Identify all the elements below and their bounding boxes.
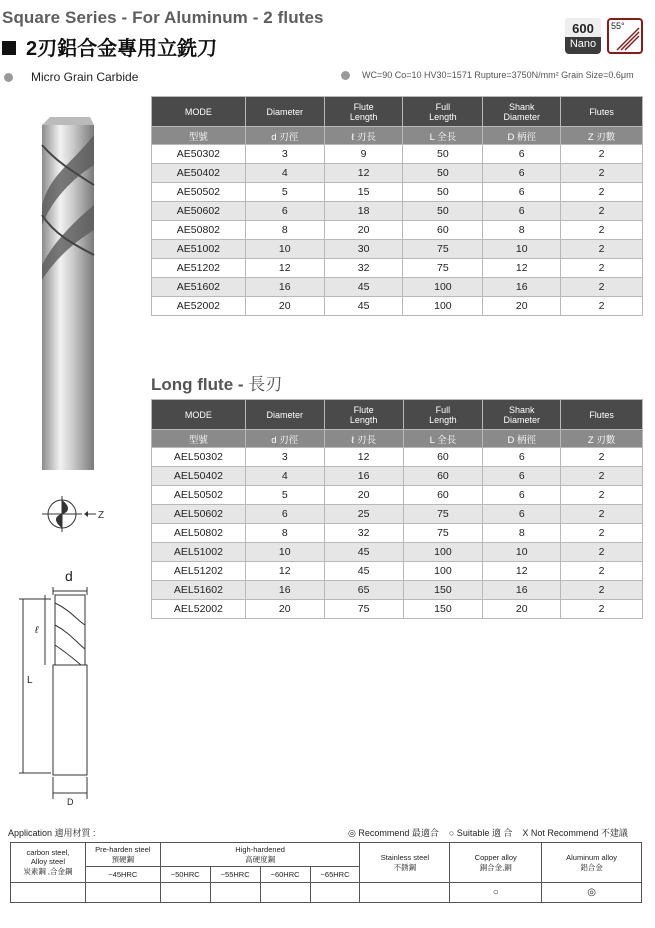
table-cell: 12 (324, 164, 403, 183)
table-cell: 2 (561, 505, 643, 524)
l-label: ℓ (35, 625, 39, 636)
properties-text: WC=90 Co=10 HV30=1571 Rupture=3750N/mm² Grain Size=0.6μm (362, 70, 634, 80)
table-row (152, 467, 643, 486)
col-header: Flutes (561, 97, 643, 127)
table-cell: 2 (561, 202, 643, 221)
z-label: Z (98, 510, 105, 521)
grade-600-nano-badge (565, 18, 601, 54)
col-header: Flute Length (324, 400, 403, 430)
col-preharden-steel: Pre-harden steel 預硬鋼 (85, 843, 160, 867)
end-view-flute (56, 514, 62, 528)
table-row (152, 240, 643, 259)
table-cell: 12 (245, 562, 324, 581)
application-label: Application 適用材質 : (8, 828, 96, 838)
table-cell: 100 (403, 543, 483, 562)
table-cell: 2 (561, 145, 643, 164)
dimension-drawing (15, 565, 105, 805)
table-cell: 12 (483, 562, 561, 581)
table-cell: 75 (403, 505, 483, 524)
value-hh50 (160, 883, 210, 903)
value-carbon (11, 883, 86, 903)
table-cell: 2 (561, 467, 643, 486)
value-preharden (85, 883, 160, 903)
table-cell: AE50502 (152, 183, 246, 202)
col-carbon-steel: carbon steel, Alloy steel 炭素鋼 ,合金鋼 (11, 843, 86, 883)
table-cell: AE50402 (152, 164, 246, 183)
table-cell: 2 (561, 278, 643, 297)
arrow-left-icon (84, 511, 88, 517)
page-title-en: Square Series - For Aluminum - 2 flutes (2, 8, 324, 27)
table-cell: 45 (324, 297, 403, 316)
table-row (152, 297, 643, 316)
table-cell: 60 (403, 448, 483, 467)
table-cell: 45 (324, 543, 403, 562)
d-label: d (65, 568, 73, 584)
table-cell: 2 (561, 562, 643, 581)
table-cell: 16 (483, 278, 561, 297)
table-row (152, 600, 643, 619)
col-header: Diameter (245, 97, 324, 127)
table-cell: 6 (483, 505, 561, 524)
long-flute-title-zh: 長刃 (248, 375, 283, 394)
table-row (152, 581, 643, 600)
col-high-hardened: High-hardened 高硬度鋼 (160, 843, 360, 867)
table-cell: AEL50602 (152, 505, 246, 524)
header-row-zh (152, 430, 643, 448)
table-cell: 9 (324, 145, 403, 164)
table-cell: 6 (483, 467, 561, 486)
D-label: D (67, 797, 74, 805)
col-header-zh: ℓ 刃長 (324, 430, 403, 448)
bullet-icon (4, 73, 13, 82)
table-cell: 150 (403, 600, 483, 619)
table-cell: 150 (403, 581, 483, 600)
table-cell: 60 (403, 486, 483, 505)
table-cell: 4 (245, 164, 324, 183)
table-cell: 6 (483, 202, 561, 221)
table-cell: 10 (483, 240, 561, 259)
table-cell: 75 (403, 259, 483, 278)
legend-suitable: ○ Suitable 適 合 (448, 828, 513, 838)
properties-spec (341, 70, 634, 80)
table-cell: AEL50402 (152, 467, 246, 486)
table-row (152, 486, 643, 505)
end-view-diagram (40, 490, 110, 540)
table-cell: 60 (403, 467, 483, 486)
table-cell: 16 (324, 467, 403, 486)
table-cell: 8 (483, 524, 561, 543)
helix-angle-badge (607, 18, 643, 54)
legend-not-recommend: X Not Recommend 不建議 (522, 828, 628, 838)
table-cell: AEL50802 (152, 524, 246, 543)
shank-shape (42, 275, 94, 470)
table-cell: 16 (245, 278, 324, 297)
badge-nano-text: Nano (569, 38, 597, 50)
table-cell: 12 (245, 259, 324, 278)
col-header: Shank Diameter (483, 400, 561, 430)
header-row-zh (152, 127, 643, 145)
table-row (152, 278, 643, 297)
table-cell: 50 (403, 202, 483, 221)
table-cell: 6 (245, 505, 324, 524)
table-cell: 45 (324, 278, 403, 297)
col-header-zh: d 刃徑 (245, 430, 324, 448)
table-row (152, 543, 643, 562)
table-row (152, 145, 643, 164)
table-cell: AE50802 (152, 221, 246, 240)
table-cell: 12 (324, 448, 403, 467)
table-cell: AEL50302 (152, 448, 246, 467)
table-cell: 100 (403, 278, 483, 297)
application-legend (348, 826, 628, 839)
value-hh60 (260, 883, 310, 903)
table-cell: 3 (245, 448, 324, 467)
end-view-flute (62, 500, 68, 514)
table-cell: 2 (561, 600, 643, 619)
table-cell: 75 (324, 600, 403, 619)
table-row (152, 259, 643, 278)
table-cell: 16 (245, 581, 324, 600)
table-cell: 20 (324, 221, 403, 240)
table-cell: 6 (483, 145, 561, 164)
legend-recommend: ◎ Recommend 最適合 (348, 828, 439, 838)
table-cell: 2 (561, 164, 643, 183)
table-cell: 2 (561, 221, 643, 240)
table-cell: AE50302 (152, 145, 246, 164)
table-cell: 25 (324, 505, 403, 524)
col-header-zh: d 刃徑 (245, 127, 324, 145)
standard-spec-table (151, 96, 643, 316)
table-cell: 6 (245, 202, 324, 221)
table-cell: 20 (483, 297, 561, 316)
square-bullet-icon (2, 41, 16, 55)
value-hh65 (310, 883, 360, 903)
table-cell: 8 (483, 221, 561, 240)
header-row-en (152, 97, 643, 127)
table-cell: 15 (324, 183, 403, 202)
helix-angle-text: 55° (611, 21, 625, 31)
table-cell: 20 (245, 600, 324, 619)
page-title-zh-row (2, 32, 217, 61)
col-header: MODE (152, 400, 246, 430)
col-stainless-steel: Stainless steel 不銹鋼 (360, 843, 450, 883)
table-cell: 30 (324, 240, 403, 259)
col-header-zh: ℓ 刃長 (324, 127, 403, 145)
table-row (152, 202, 643, 221)
table-cell: AE50602 (152, 202, 246, 221)
table-cell: AEL51202 (152, 562, 246, 581)
table-cell: AEL51002 (152, 543, 246, 562)
col-header: Flute Length (324, 97, 403, 127)
table-cell: 4 (245, 467, 324, 486)
col-header: Flutes (561, 400, 643, 430)
table-cell: 8 (245, 221, 324, 240)
table-cell: 32 (324, 259, 403, 278)
material-text: Micro Grain Carbide (31, 70, 139, 84)
table-cell: 2 (561, 486, 643, 505)
col-header: Diameter (245, 400, 324, 430)
table-cell: 100 (403, 562, 483, 581)
table-cell: AEL50502 (152, 486, 246, 505)
table-cell: AEL51602 (152, 581, 246, 600)
table-cell: 50 (403, 183, 483, 202)
table-row (152, 562, 643, 581)
bullet-icon (341, 71, 350, 80)
table-cell: 6 (483, 448, 561, 467)
long-flute-spec-table (151, 399, 643, 619)
table-cell: 20 (483, 600, 561, 619)
col-copper-alloy: Copper alloy 銅合金,銅 (450, 843, 542, 883)
shank-outline (53, 665, 87, 775)
table-cell: 2 (561, 240, 643, 259)
table-cell: 10 (245, 543, 324, 562)
table-cell: 100 (403, 297, 483, 316)
col-header-zh: D 柄徑 (483, 430, 561, 448)
value-hh55 (210, 883, 260, 903)
table-cell: 2 (561, 448, 643, 467)
col-header: Full Length (403, 400, 483, 430)
table-cell: 60 (403, 221, 483, 240)
table-cell: 16 (483, 581, 561, 600)
table-cell: AE51202 (152, 259, 246, 278)
col-header: Shank Diameter (483, 97, 561, 127)
table-cell: 6 (483, 486, 561, 505)
table-cell: 65 (324, 581, 403, 600)
long-flute-title (151, 370, 282, 395)
table-cell: AE52002 (152, 297, 246, 316)
table-cell: 10 (483, 543, 561, 562)
table-cell: 2 (561, 183, 643, 202)
table-cell: 45 (324, 562, 403, 581)
header-row-en (152, 400, 643, 430)
table-cell: 32 (324, 524, 403, 543)
long-flute-title-en: Long flute - (151, 375, 249, 394)
table-cell: 2 (561, 297, 643, 316)
table-row (152, 221, 643, 240)
col-header-zh: Z 刃數 (561, 127, 643, 145)
helix-angle-icon (609, 20, 641, 52)
table-cell: 2 (561, 543, 643, 562)
col-aluminum-alloy: Aluminum alloy 鋁合金 (542, 843, 642, 883)
value-aluminum: ◎ (542, 883, 642, 903)
col-header-zh: D 柄徑 (483, 127, 561, 145)
col-hh-sub: ~60HRC (260, 867, 310, 883)
table-row (152, 448, 643, 467)
col-hh-sub: ~50HRC (160, 867, 210, 883)
col-header-zh: 型號 (152, 430, 246, 448)
badge-600-text: 600 (565, 18, 601, 37)
table-row (152, 164, 643, 183)
col-header-zh: Z 刃數 (561, 430, 643, 448)
col-preharden-sub: ~45HRC (85, 867, 160, 883)
table-cell: 5 (245, 183, 324, 202)
table-cell: 12 (483, 259, 561, 278)
table-cell: 10 (245, 240, 324, 259)
table-row (152, 183, 643, 202)
tool-tip-shape (42, 117, 94, 125)
table-cell: 75 (403, 524, 483, 543)
table-row (152, 505, 643, 524)
table-cell: AEL52002 (152, 600, 246, 619)
table-cell: 18 (324, 202, 403, 221)
table-cell: 2 (561, 581, 643, 600)
end-mill-illustration (30, 115, 110, 475)
col-header: MODE (152, 97, 246, 127)
table-cell: 3 (245, 145, 324, 164)
col-header-zh: L 全長 (403, 430, 483, 448)
table-cell: 8 (245, 524, 324, 543)
table-cell: 2 (561, 259, 643, 278)
table-cell: AE51002 (152, 240, 246, 259)
page-title-zh: 2刃鋁合金專用立銑刀 (26, 38, 218, 60)
col-hh-sub: ~55HRC (210, 867, 260, 883)
table-cell: 50 (403, 145, 483, 164)
L-label: L (27, 675, 33, 686)
table-cell: 5 (245, 486, 324, 505)
table-cell: 6 (483, 164, 561, 183)
table-cell: 2 (561, 524, 643, 543)
table-cell: 6 (483, 183, 561, 202)
col-header-zh: 型號 (152, 127, 246, 145)
table-cell: AE51602 (152, 278, 246, 297)
value-copper: ○ (450, 883, 542, 903)
col-header-zh: L 全長 (403, 127, 483, 145)
material-spec (4, 70, 138, 84)
table-cell: 50 (403, 164, 483, 183)
table-cell: 20 (324, 486, 403, 505)
value-stainless (360, 883, 450, 903)
col-header: Full Length (403, 97, 483, 127)
table-row (152, 524, 643, 543)
table-cell: 75 (403, 240, 483, 259)
col-hh-sub: ~65HRC (310, 867, 360, 883)
table-cell: 20 (245, 297, 324, 316)
application-table (10, 842, 642, 903)
